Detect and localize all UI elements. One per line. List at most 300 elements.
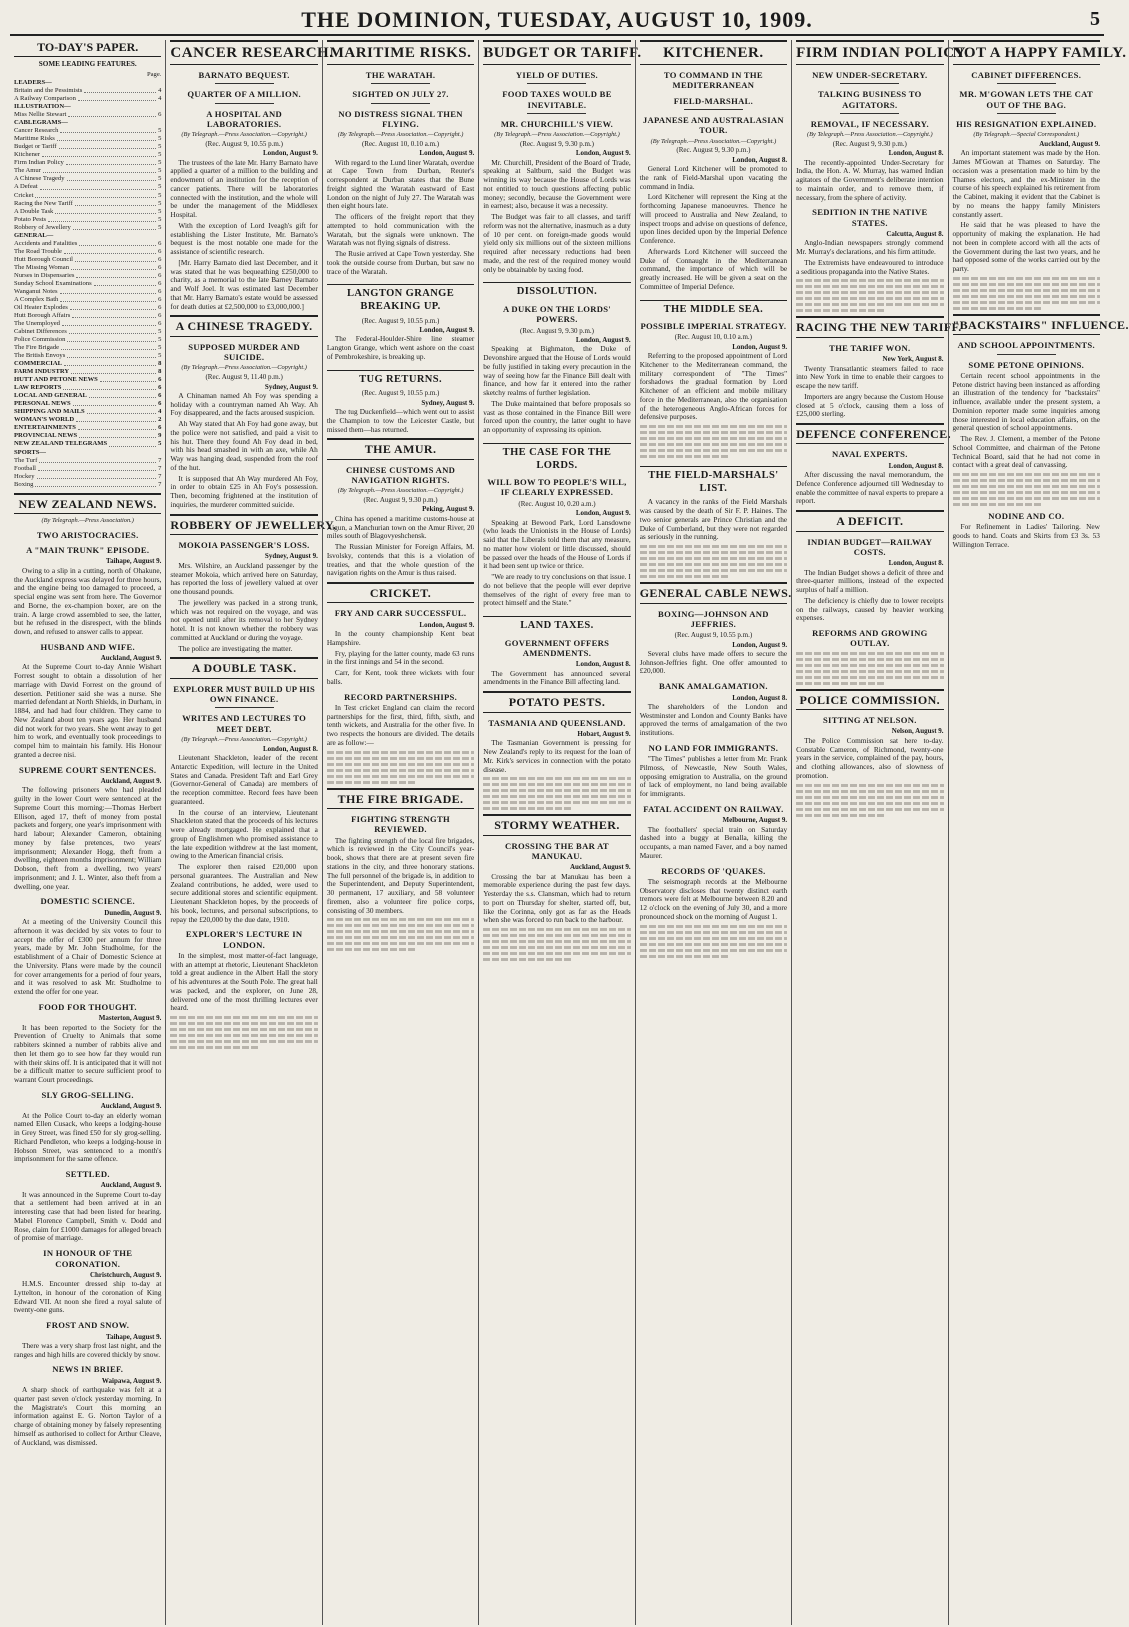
paragraph: The Russian Minister for Foreign Affairs, M. Isvolsky, contends that this is a violation of treaties, and that the whole question of the navigation rights on the Amur is thus raised. [326,542,475,578]
text-line [327,781,415,784]
col4-s3-date: (Rec. August 10, 0.20 a.m.) [518,499,596,508]
paragraph: The Rusie arrived at Cape Town yesterday. She took the outside course from Durban, but saw no trace of the Waratah. [326,249,475,276]
col4-s6-dateline: Auckland, August 9. [569,863,631,872]
text-line [796,790,943,793]
text-line [796,285,943,288]
paragraph: The Indian Budget shows a deficit of three and three-quarter millions, instead of the expected surplus of half a million. [796,567,944,595]
text-line [953,473,1100,476]
col4-s4-body [483,670,630,688]
index-row: Accidents and Fatalities 6 [14,239,162,247]
col4-s4-sub: GOVERNMENT OFFERS AMENDMENTS. [504,637,610,658]
text-line [640,455,728,458]
paragraph: [Mr. Harry Barnato died last December, and it was stated that he was bequeathing £250,000 to charity, as a memorial to the late Barney Barnato and Wolf Joel. It was estimated last December that Mr. Harry Barnato's estate would be assessed for death duties at £2,500,000 to £3,000,000.] [170,257,318,311]
col4-date: (Rec. August 9, 9.30 p.m.) [519,139,595,148]
col3-s7-sub: FIGHTING STRENGTH REVIEWED. [351,814,451,835]
text-line [796,291,943,294]
col2-s4-heading: A DOUBLE TASK. [170,657,317,678]
nz-section-body: H.M.S. Encounter dressed ship to-day at Lyttelton, in honour of the coronation of King Edward VII. At noon she fired a royal salute of twenty-one guns. [14,1279,162,1315]
paragraph: The jewellery was packed in a strong trunk, which was not required on the voyage, and was not opened until after its removal to her Sydney hotel. It is not known whether the robbery was committed at Auckland or during the voyage. [170,597,318,642]
col2-sub2: QUARTER OF A MILLION. [187,89,301,100]
col5-s5-heading: BANK AMALGAMATION. [658,681,768,692]
col2-sub1: BARNATO BEQUEST. [198,70,290,80]
col6-s5-heading: A DEFICIT. [796,510,943,531]
nz-section-dateline: Masterton, August 9. [98,1014,162,1023]
text-line [796,279,943,282]
paragraph: The Government has announced several amendments in the Finance Bill affecting land. [483,668,631,687]
nz-news-sections [14,530,161,1448]
index-row: Hutt Borough Council 6 [14,255,162,263]
col2-s4-body [170,754,317,924]
col2-s2-sub: SUPPOSED MURDER AND SUICIDE. [188,341,300,363]
col4-s6-body [483,873,630,926]
col4-s2-dateline: London, August 9. [575,336,631,345]
nz-section-dateline: Waipawa, August 9. [101,1376,162,1385]
nz-section-heading: SUPREME COURT SENTENCES. [19,764,157,775]
col3-s5-sub: FRY AND CARR SUCCESSFUL. [334,608,467,619]
index-row: Hutt Borough Affairs 6 [14,311,162,319]
col5-continued-text [640,925,787,958]
text-line [170,1022,317,1025]
col2-s4-sub2: WRITES AND LECTURES TO MEET DEBT. [182,713,307,734]
nz-section-subheading: A "MAIN TRUNK" EPISODE. [26,545,150,556]
paragraph: He said that he was pleased to have the opportunity of making the explanation. He had not been in complete accord with all the acts of the Government during the last two years, and he had opposed some of the works carried out by the party. [952,220,1100,274]
index-row: Budget or Tariff 5 [14,143,162,151]
page-number: 5 [1090,8,1100,30]
index-row: Football 7 [14,464,162,472]
nz-news-heading: NEW ZEALAND NEWS. [14,493,161,514]
nz-section-heading: TWO ARISTOCRACIES. [36,529,139,540]
text-line [483,940,630,943]
col5-s3-heading: THE FIELD-MARSHALS' LIST. [640,466,787,495]
text-line [640,431,787,434]
col6-s2-heading: SEDITION IN THE NATIVE STATES. [812,207,928,228]
paragraph: Mrs. Wilshire, an Auckland passenger by the steamer Mokoia, which arrived here on Saturday, has reported the loss of jewellery valued at over one thousand pounds. [170,560,318,597]
col3-s5-heading: CRICKET. [327,582,474,603]
text-line [640,575,728,578]
col2-continued-text [170,1016,317,1049]
text-line [796,309,884,312]
col4-s4-heading: LAND TAXES. [483,616,630,633]
col4-sub3: MR. CHURCHILL'S VIEW. [500,118,614,129]
nz-section-body: The following prisoners who had pleaded guilty in the lower Court were sentenced at the Supreme Court this morning:—Thomas Herbert Ellison, aged 17, theft of money from postal packets and forgery, one year's imprisonment with hard labour; Alexander Cameron, obtaining money by false pretences, two years' imprisonment; Alexander Hogg, theft from a dwelling, eighteen months imprisonment; William Dobson, theft from a dwelling, two years' imprisonment; and J. L. Winter, also theft from a dwelling, one year. [14,785,162,891]
text-line [640,931,787,934]
paragraph: In the county championship Kent beat Hampshire. [326,629,475,647]
text-line [640,925,787,928]
col2-s3-dateline: Sydney, August 9. [264,552,318,561]
paragraph: It is supposed that Ah Way murdered Ah Foy, in order to obtain £25 in Ah Foy's possession. Then, becoming frightened at the institution of inquiries, the murderer committed suicide. [170,473,318,509]
paragraph: The fighting strength of the local fire brigades, which is reviewed in the City Council's year-book, shows that there are at present seven fire stations in the city, and three honorary stations. The full personnel of the brigade is, in addition to the Superintendent, and Deputy Superintendent, 30 permanent, 17 auxiliary, and 58 volunteer firemen, also a volunteer fire police corps, consisting of 30 members. [326,835,475,915]
col3-s4-heading: THE AMUR. [327,438,474,459]
col3-sub2: SIGHTED ON JULY 27. [352,89,449,100]
nz-section-heading: DOMESTIC SCIENCE. [40,896,135,907]
paragraph: A vacancy in the ranks of the Field Marshals was caused by the death of Sir F. P. Haines. The two senior generals are Prince Christian and the Duke of Cumberland, but they were not regarded as seriously in the running. [639,497,788,542]
col2-s3-heading: ROBBERY OF JEWELLERY. [170,514,317,535]
index-row: SHIPPING AND MAILS 4 [14,408,162,416]
paragraph: The deficiency is chiefly due to lower receipts on the railways, caused by heavier working expenses. [796,595,944,623]
index-row: A Railway Comparison 4 [14,95,162,103]
paragraph: The officers of the freight report that they attempted to hold communication with the Waratah, but the signals were unknown. The Waratah was not flying signals of distress. [326,212,475,248]
index-row: ILLUSTRATION— [14,103,71,111]
col5-field-marshals-continued [640,545,787,578]
col2-s2-credit: (By Telegraph.—Press Association.—Copyright.) [181,364,307,372]
nz-section-dateline: Taihape, August 9. [106,557,162,566]
col7-cabinet-continued [953,277,1100,310]
index-row: The Unemployed 6 [14,320,162,327]
col3-s2-date: (Rec. August 9, 10.55 p.m.) [361,316,440,325]
col6-s4-sub: NAVAL EXPERTS. [831,449,908,460]
index-row: HUTT AND PETONE NEWS 6 [14,376,162,384]
col4-s5-dateline: Hobart, August 9. [577,729,631,738]
column-not-a-happy-family [948,40,1129,1625]
col5-s2-heading: THE MIDDLE SEA. [640,300,787,317]
col5-s6-heading: NO LAND FOR IMMIGRANTS. [648,742,779,753]
nz-section-heading: NEWS IN BRIEF. [52,1364,124,1375]
col6-body [796,159,943,203]
paragraph: Twenty Transatlantic steamers failed to race into New York in time to enable their cargoes to escape the new tariff. [796,363,944,391]
index-row: COMMERCIAL 8 [14,360,162,368]
col5-s8-heading: RECORDS OF 'QUAKES. [661,865,766,876]
col4-heading: BUDGET OR TARIFF. [483,40,630,65]
col4-s2-date: (Rec. August 9, 9.30 p.m.) [519,326,595,335]
col5-sub3: JAPANESE AND AUSTRALASIAN TOUR. [642,114,784,136]
paragraph: Certain recent school appointments in the Petone district having been instanced as affording an illustration of the tendency for "backstairs" influence, available under the present system, a Dominion reporter made some inquiries among those interested in local education affairs, on the general question of school appointments. [952,370,1100,433]
text-line [170,1046,258,1049]
index-row: A Chinese Tragedy 5 [14,175,162,183]
index-row: SPORTS— [14,448,47,456]
index-row: GENERAL— [14,231,54,239]
col5-s7-body [640,826,787,861]
col4-s6-heading: STORMY WEATHER. [483,814,630,835]
index-row: CABLEGRAMS— [14,119,68,127]
nz-section-dateline: Taihape, August 9. [106,1332,162,1341]
text-line [953,485,1100,488]
index-row: Cancer Research 5 [14,127,162,135]
col6-sedition-continued [796,279,943,312]
text-line [483,958,571,961]
index-row: The British Envoys 5 [14,352,162,360]
index-row: The Road Trouble 6 [14,247,162,255]
index-row: NEW ZEALAND TELEGRAMS 5 [14,440,162,448]
text-line [953,277,1100,280]
col3-continued-text [327,918,474,951]
text-line [483,934,630,937]
text-line [953,301,1100,304]
paragraph: The seismograph records at the Melbourne Observatory discloses that twenty distinct earth tremors were felt at Melbourne between 8.20 and 12 o'clock on the evening of July 30, and a more pronounced shock on the morning of August 1. [639,876,788,921]
col5-s4-heading: GENERAL CABLE NEWS. [640,582,787,603]
col7-advert-heading: NODINE AND CO. [988,511,1065,522]
text-line [640,443,787,446]
col3-date: (Rec. August 10, 0.10 a.m.) [361,139,440,148]
paragraph: Fry, playing for the latter county, made 63 runs in the first innings and 54 in the second. [326,648,475,667]
index-row: Cabinet Differences 5 [14,328,162,336]
col3-s2-body [327,335,474,361]
paragraph: Referring to the proposed appointment of Lord Kitchener to the Mediterranean command, the military correspondent of "The Times" forshadows the gradual formation by Lord Kitchener of an efficient and mobile military force in the Mediterranean, also the organisation of the heterogeneous Anglo-African forces for defensive purposes. [639,351,788,422]
index-row: Wanganui Notes 6 [14,287,162,295]
column-todays-paper [10,40,165,1625]
text-line [796,814,884,817]
paragraph: With the exception of Lord Iveagh's gift for establishing the Lister Institute, Mr. Barnato's bequest is the most notable one made for the assistance of scientific research. [170,220,318,257]
col3-s4-date: (Rec. August 9, 9.30 p.m.) [363,496,438,505]
paragraph: With regard to the Lund liner Waratah, overdue at Cape Town from Durban, Reuter's correspondent at Durban states that the Bune freight sighted the Waratah eastward of East London on the night of July 27. The Waratah was then eight hours late. [326,157,475,211]
col5-date: (Rec. August 9, 9.30 p.m.) [676,146,751,155]
text-line [483,777,630,780]
nz-section-heading: SETTLED. [65,1169,110,1180]
col3-s5-body [327,630,474,687]
nz-section-heading: FROST AND SNOW. [46,1320,130,1331]
col4-s3-dateline: London, August 9. [575,509,631,518]
index-row: FARM INDUSTRY 8 [14,368,162,376]
paragraph: The Tasmanian Government is pressing for New Zealand's reply to its request for the loan of Mr. Kirk's services in connection with the potato disease. [483,738,631,774]
col5-s4-date: (Rec. August 9, 10.55 p.m.) [674,631,753,640]
paragraph: After discussing the naval memorandum, the Defence Conference adjourned till Wednesday to enable the committee of naval experts to prepare a report. [796,470,944,506]
text-line [327,918,474,921]
col5-heading: KITCHENER. [640,40,787,65]
paragraph: The explorer then raised £20,000 upon personal guarantees. The Australian and New Zealand contributions, he added, were used to secure additional stores and scientific equipment. Lieutenant Shackleton hopes, by the proceeds of his book, lectures, and personal subscriptions, to repay the £20,000 by the due date, 1910. [170,862,318,924]
col7-s2-body [953,372,1100,470]
col4-potato-continued [483,777,630,810]
index-list [14,79,161,489]
text-line [796,802,943,805]
paragraph: The trustees of the late Mr. Harry Barnato have applied a quarter of a million to the building and endowment of an institution for the reception of cancer patients. There will be laboratories connected with the institution, and the whole will be under the management of the Middlesex Hospital. [170,157,318,220]
index-row: A Double Task 5 [14,207,162,215]
paragraph: Crossing the bar at Manukau has been a memorable experience during the past few days. Yesterday the s.s. Clansman, which had to return to port on Thursday for shelter, started off, but, like the Corinna, only got as far as the Heads when she was forced to run back to the harbour. [483,871,631,925]
index-subheading: SOME LEADING FEATURES. [38,60,137,69]
text-line [796,303,943,306]
col6-s5-body [796,569,943,624]
index-row: Miss Nellie Stewart 6 [14,111,162,119]
col5-s8-body [640,878,787,922]
index-row: Racing the New Tariff 5 [14,199,162,207]
index-row: Cricket 5 [14,191,162,199]
col2-date: (Rec. August 9, 10.55 p.m.) [205,139,283,148]
col2-s2-heading: A CHINESE TRAGEDY. [170,315,317,336]
col7-sub3: HIS RESIGNATION EXPLAINED. [956,118,1097,129]
paragraph: China has opened a maritime customs-house at Aigun, a Manchurian town on the Amur River, 20 miles south of Blagovyeshchensk. [326,513,475,541]
col6-s3-sub: THE TARIFF WON. [829,342,911,353]
text-line [953,491,1100,494]
col6-s4-body [796,471,943,506]
text-line [327,775,474,778]
text-line [483,946,630,949]
col3-s3-body [327,408,474,434]
col2-dateline: London, August 9. [262,149,318,158]
nz-section-dateline: Christchurch, August 9. [89,1270,162,1279]
col4-s6-sub: CROSSING THE BAR AT MANUKAU. [504,840,609,861]
paragraph: In Test cricket England can claim the record partnerships for the first, third, fifth, sixth, and tenth wickets, and Australia for the other five. In two respects the honours are divided. The details are as follow:— [326,702,475,747]
text-line [953,479,1100,482]
col5-s5-body [640,703,787,738]
index-row: ENTERTAINMENTS 6 [14,424,162,432]
index-row: PROVINCIAL NEWS 9 [14,432,162,440]
paragraph: A Chinaman named Ah Foy was spending a holiday with a countryman named Ah Way. Ah Foy disappeared, and the facts aroused suspicion. [170,390,318,418]
text-line [640,437,787,440]
column-maritime-risks [322,40,478,1625]
col4-s5-sub: TASMANIA AND QUEENSLAND. [488,717,626,728]
col6-continued-text [796,784,943,817]
col4-sub2: FOOD TAXES WOULD BE INEVITABLE. [502,89,612,110]
paragraph: Speaking at Bighmaton, the Duke of Devonshire argued that the House of Lords would be fully justified in taking every precaution in the way of seeing how far the Finance Bill dealt with finance, and how far it entered into the rather sketchy realms of further legislation. [483,344,631,398]
col6-s3-heading: RACING THE NEW TARIFF. [796,316,943,337]
col6-s3-dateline: New York, August 8. [882,355,944,364]
col5-dateline: London, August 8. [732,155,788,164]
col5-s7-dateline: Melbourne, August 9. [722,816,788,825]
col6-s4-heading: DEFENCE CONFERENCE. [796,423,943,444]
text-line [327,948,415,951]
col4-s5-body [483,739,630,774]
text-line [640,569,787,572]
col7-s2-heading: "BACKSTAIRS" INFLUENCE. [953,314,1100,335]
index-row: The Missing Woman 6 [14,263,162,271]
col3-s7-heading: THE FIRE BRIGADE. [327,788,474,809]
col5-s2-sub: POSSIBLE IMPERIAL STRATEGY. [640,321,787,332]
text-line [796,682,884,685]
col6-s4-dateline: London, August 8. [888,461,944,470]
col7-continued-text [953,473,1100,506]
text-line [483,783,630,786]
col6-sub2: TALKING BUSINESS TO AGITATORS. [818,89,922,110]
col6-sub3: REMOVAL, IF NECESSARY. [810,118,929,129]
index-row: The Fire Brigade 5 [14,344,162,352]
column-cancer-research [165,40,337,1625]
nz-section-body: At the Supreme Court to-day Annie Wishart Forrest sought to obtain a dissolution of her marriage with David Forrest on the ground of desertion. Petitioner said she was a nurse. She married defendant at North Shields, in Durham, in 1884, and had had four children. They came to New Zealand about ten years ago. Her husband did not work for two years. She went away to get him to work, and eventually took proceedings to compel him to maintain his family. His Honour granted a decree nisi. [14,662,162,759]
paragraph: Mr. Churchill, President of the Board of Trade, speaking at Saltburn, said the Budget was winning its way because the House of Lords was not entitled to touch questions affecting public money; secondly, because the Government were in earnest; also, because it was a necessity. [483,157,631,211]
nz-section-body: At the Police Court to-day an elderly woman named Ellen Cusack, who keeps a lodging-house in Grey Street, was fined £50 for sly grog-selling. Richard Pendleton, who keeps a lodging-house in Hobson Street, was sentenced to a month's imprisonment for the same offence. [14,1110,162,1164]
text-line [327,769,474,772]
index-row: WOMAN'S WORLD 2 [14,416,162,424]
col6-reforms-text [796,652,943,685]
text-line [483,807,571,810]
col6-s7-body [796,737,943,781]
text-line [796,297,943,300]
paragraph: General Lord Kitchener will be promoted to the rank of Field-Marshal upon vacating the command in India. [639,164,788,191]
col7-sub1: CABINET DIFFERENCES. [971,70,1082,80]
col2-sub3: A HOSPITAL AND LABORATORIES. [206,108,282,129]
text-line [953,295,1100,298]
col6-s2-body [796,239,943,276]
text-line [796,784,943,787]
text-line [640,943,787,946]
col6-s3-body [796,365,943,420]
paragraph: "The Times" publishes a letter from Mr. Frank Pilmoss, of Newcastle, New South Wales, opposing emigration to Australia, on the ground of lack of employment, no land being available for immigrants. [639,754,788,799]
paragraph: An important statement was made by the Hon. James M'Gowan at Thames on Saturday. The occasion was a presentation made to him by the Thames electors, and the ex-Minister in the course of his speech explained his retirement from the Cabinet, making it evident that the Cabinet is by no means the happy family Ministers constantly assert. [952,148,1100,219]
col5-s2-body [640,352,787,422]
col4-s2-body [483,345,630,435]
text-line [483,789,630,792]
col6-s5-sub: INDIAN BUDGET—RAILWAY COSTS. [807,536,933,557]
text-line [640,449,787,452]
text-line [483,928,630,931]
col7-credit: (By Telegraph.—Special Correspondent.) [973,131,1080,139]
col4-s2-heading: DISSOLUTION. [483,282,630,299]
col5-s5-dateline: London, August 8. [732,693,788,702]
text-line [953,289,1100,292]
nz-news-credit: (By Telegraph.—Press Association.) [41,517,134,525]
paragraph: The Federal-Houlder-Shire line steamer Langton Grange, which went ashore on the coast of Pembrokeshire, is breaking up. [326,334,475,361]
index-row: Britain and the Pessimists 4 [14,87,162,95]
paragraph: The police are investigating the matter. [178,643,293,653]
paragraph: Afterwards Lord Kitchener will succeed the Duke of Connaught in the Mediterranean command, the importance of which will be greatly increased. He will be given a seat on the Committee of Imperial Defence. [639,246,788,291]
paragraph: For Refinement in Ladies' Tailoring. New goods to hand. Coats and Skirts from £3 3s. 53 Willington Terrace. [952,522,1100,549]
column-container [10,40,1129,1625]
col3-s3-heading: TUG RETURNS. [327,370,474,387]
index-row: A Defeat 5 [14,183,162,191]
col6-sub1: NEW UNDER-SECRETARY. [812,70,928,80]
nz-section-body: At a meeting of the University Council this afternoon it was decided by six votes to four to accept the offer of £300 per annum for three years, made by Mr. John Studholme, for the establishment of a Chair of Domestic Science at the University. Plans were made by the council for cover arrangements for a period of four years, and it was resolved to ask Mr. Studholme to extend the offer for one year. [14,917,162,997]
text-line [796,652,943,655]
index-row: Nurses in Dispensaries 6 [14,271,162,279]
nz-section-body: There was a very sharp frost last night, and the ranges and high hills are covered thickly by snow. [14,1340,162,1359]
paragraph: In the simplest, most matter-of-fact language, with an attempt at rhetoric, Lieutenant Shackleton told a great audience in the Albert Hall the story of his adventures at the South Pole. The great hall was packed, and the explorer, on June 28, delivered one of the most thrilling lectures ever heard. [170,950,318,1013]
column-firm-indian-policy [791,40,969,1625]
col6-s7-sub: SITTING AT NELSON. [822,715,917,726]
paragraph: The recently-appointed Under-Secretary for India, the Hon. A. W. Murray, has warned Indian agitators of the Government's deliberate intention to maintain order, and to remove them, if necessary, from the sphere of activity. [796,157,944,202]
col5-s2-date: (Rec. August 10, 0.10 a.m.) [674,333,752,342]
text-line [796,670,943,673]
col2-s4-credit: (By Telegraph.—Press Association.—Copyright.) [181,735,307,743]
index-page-label: Page. [146,71,162,79]
col4-s3-body [483,519,630,609]
col5-s6-body [640,755,787,799]
text-line [170,1016,317,1019]
paragraph: Lord Kitchener will represent the King at the forthcoming Japanese manoeuvres. Thence he will proceed to Australia and New Zealand, to inspect troops and advise on questions of defence, upon lines decided upon by the Imperial Defence Conference. [639,192,788,246]
col6-date: (Rec. August 9, 9.30 p.m.) [832,139,907,148]
col3-sub3: NO DISTRESS SIGNAL THEN FLYING. [338,108,463,129]
index-row: Sunday School Examinations 6 [14,279,162,287]
nz-section-dateline: Auckland, August 9. [100,1102,162,1111]
text-line [327,751,474,754]
col5-s2-dateline: London, August 9. [732,342,788,351]
text-line [640,545,787,548]
col5-s7-heading: FATAL ACCIDENT ON RAILWAY. [643,803,784,814]
col6-heading: FIRM INDIAN POLICY. [796,40,943,65]
col7-s2-sub2: SOME PETONE OPINIONS. [968,359,1085,370]
col2-s4-sub: EXPLORER MUST BUILD UP HIS OWN FINANCE. [173,683,316,704]
col2-s2-date: (Rec. August 9, 11.40 p.m.) [205,373,283,382]
masthead-title: THE DOMINION, TUESDAY, AUGUST 10, 1909. [301,7,813,32]
col3-s5-dateline: London, August 9. [419,620,475,629]
col5-sub2: FIELD-MARSHAL. [673,95,754,106]
col5-s4-dateline: London, August 9. [732,640,788,649]
nz-section-body: A sharp shock of earthquake was felt at a quarter past seven o'clock yesterday morning. In the Magistrate's Court this morning an information against E. G. Norton Taylor of a charge of obtaining money by falsely representing himself as authorised to collect for Arthur Cleave, of Auckland, was dismissed. [14,1385,162,1447]
paragraph: "We are ready to try conclusions on that issue. I do not believe that the people will ever deprive themselves of the right of every free man to protect himself and the State." [483,572,631,608]
nz-section-heading: IN HONOUR OF THE CORONATION. [43,1248,133,1269]
col7-sub2: MR. M'GOWAN LETS THE CAT OUT OF THE BAG. [959,89,1094,110]
col4-credit: (By Telegraph.—Press Association.—Copyright.) [494,131,620,139]
index-row: A Complex Bath 6 [14,295,162,303]
index-row: Potato Pests 5 [14,215,162,223]
paragraph: Anglo-Indian newspapers strongly commend Mr. Murray's declarations, and his firm attitude. [796,238,944,257]
col3-credit: (By Telegraph.—Press Association.—Copyright.) [337,131,464,139]
nz-section-dateline: Auckland, August 9. [100,777,162,786]
col2-s2-body [170,392,317,510]
col2-body [170,159,317,312]
index-row: Oil Heater Explodes 6 [14,303,162,311]
col4-s4-dateline: London, August 8. [575,660,631,669]
paragraph: The Extremists have endeavoured to introduce a seditious propaganda into the Native States. [796,257,944,276]
col5-s4-body [640,650,787,676]
masthead [10,6,1104,36]
col7-advert-body [953,523,1100,549]
nz-section-heading: FOOD FOR THOUGHT. [38,1001,137,1012]
col6-s6-heading: REFORMS AND GROWING OUTLAY. [812,628,928,649]
index-row: PERSONAL NEWS 6 [14,400,162,408]
col5-body [640,165,787,292]
col3-s4-body [327,515,474,578]
col3-s7-body [327,837,474,916]
col3-s2-dateline: London, August 9. [419,326,475,335]
col3-heading: MARITIME RISKS. [327,40,474,65]
text-line [640,551,787,554]
